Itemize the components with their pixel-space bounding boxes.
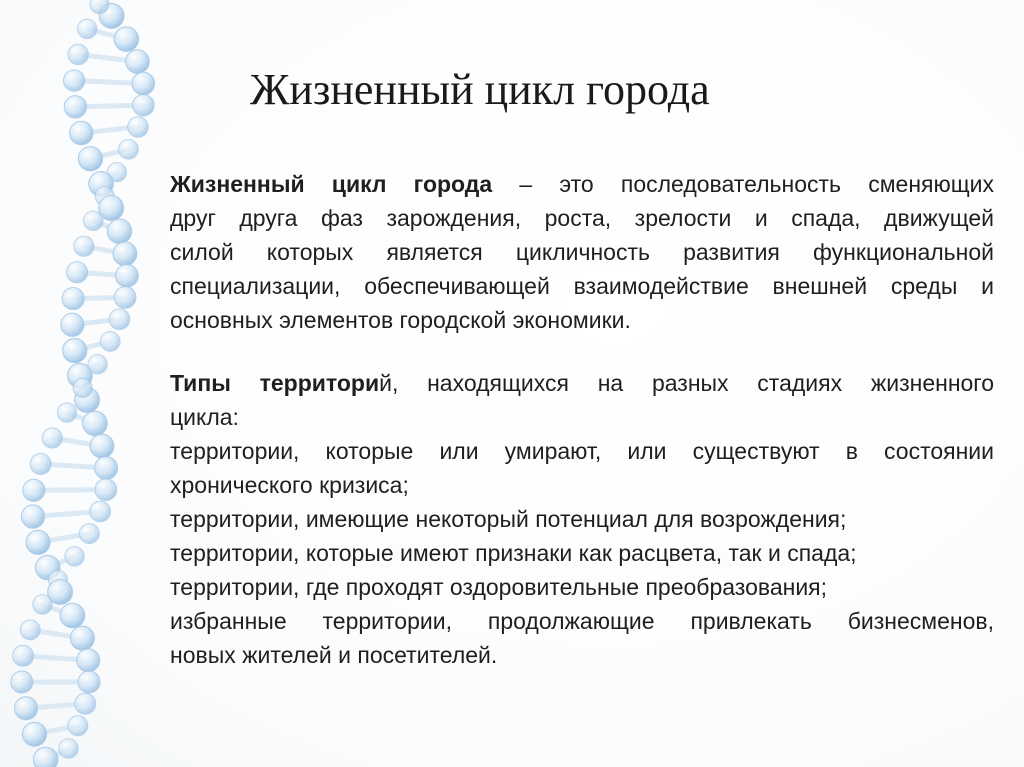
types-heading-line: цикла: [170,404,239,430]
list-item-continuation: новых жителей и посетителей. [170,642,498,668]
definition-line: силой которых является цикличность развития функциональной [170,239,994,265]
definition-term: Жизненный цикл города [170,171,493,197]
list-item: территории, которые имеют признаки как расцвета, так и спада; [170,540,857,566]
list-item: избранные территории, продолжающие привлекать бизнесменов, [170,608,994,634]
definition-line [170,166,994,202]
list-item: территории, имеющие некоторый потенциал для возрождения; [170,506,847,532]
definition-line: друг друга фаз зарождения, роста, зрелости и спада, движущей [170,205,994,231]
list-item: территории, которые или умирают, или существуют в состоянии [170,438,994,464]
types-heading-bold: Типы территори [170,370,380,396]
definition-text: – это последовательность сменяющих [492,171,994,197]
list-item-continuation: хронического кризиса; [170,472,409,498]
types-heading-text: й, находящихся на разных стадиях жизненного [379,370,994,396]
types-heading [170,365,994,401]
slide-title: Жизненный цикл города [250,65,710,114]
definition-line: специализации, обеспечивающей взаимодействие внешней среды и [170,273,994,299]
list-item: территории, где проходят оздоровительные преобразования; [170,574,828,600]
definition-line: основных элементов городской экономики. [170,307,631,333]
